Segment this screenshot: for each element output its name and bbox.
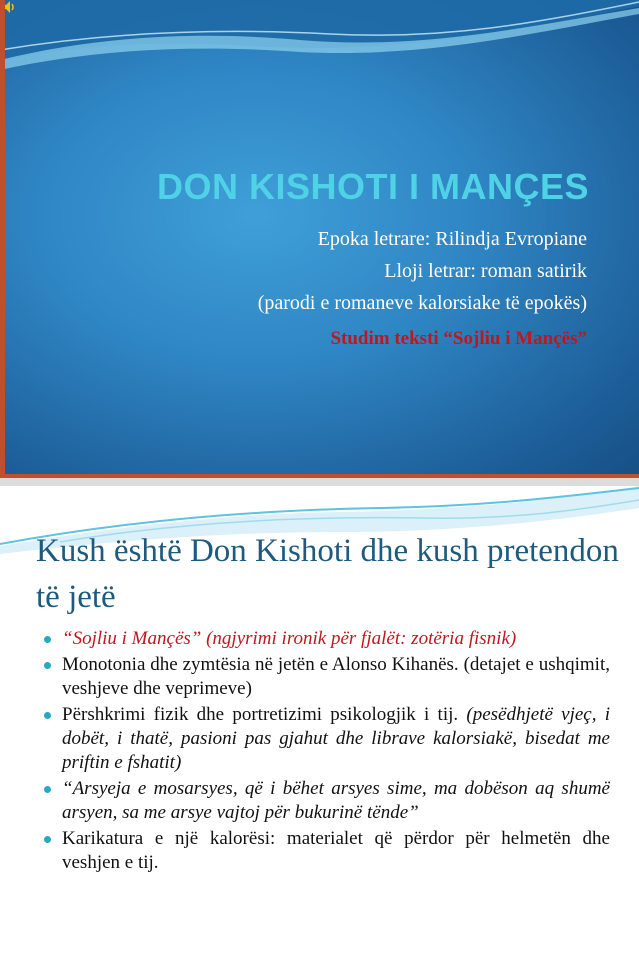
bullet-list [44, 627, 610, 877]
slide-1 [0, 0, 639, 478]
bullet-icon [44, 712, 51, 719]
slide-frame-left [0, 0, 5, 478]
slide-2 [0, 486, 639, 960]
text-study-label: Studim teksti “Sojliu i Mançës” [330, 328, 587, 349]
list-item: “Sojliu i Mançës” (ngjyrimi ironik për fjalët: zotëria fisnik) [44, 627, 610, 651]
genre-note: (parodi e romaneve kalorsiake të epokës) [257, 292, 587, 314]
list-item: Karikatura e një kalorësi: materialet që përdor për helmetën dhe veshjen e tij. [44, 827, 610, 875]
slide-separator [0, 478, 639, 486]
bullet-icon [44, 636, 51, 643]
list-item: Monotonia dhe zymtësia në jetën e Alonso Kihanës. (detajet e ushqimit, veshjeve dhe veprimeve) [44, 653, 610, 701]
slide-2-title: Kush është Don Kishoti dhe kush pretendon të jetë [36, 533, 619, 615]
slide-1-title: DON KISHOTI I MANÇES [156, 166, 589, 207]
decorative-swoosh-top [0, 0, 639, 70]
list-item: “Arsyeja e mosarsyes, që i bëhet arsyes sime, ma dobëson aq shumë arsyen, sa me arsye vajtoj për bukurinë tënde” [44, 777, 610, 825]
list-item: Përshkrimi fizik dhe portretizimi psikologjik i tij. (pesëdhjetë vjeç, i dobët, i thatë, pasioni pas gjahut dhe librave kalorsiakë, bisedat me priftin e fshatit) [44, 703, 610, 775]
literary-genre: Lloji letrar: roman satirik [384, 260, 587, 282]
bullet-icon [44, 662, 51, 669]
literary-epoch: Epoka letrare: Rilindja Evropiane [317, 228, 587, 250]
bullet-icon [44, 836, 51, 843]
bullet-icon [44, 786, 51, 793]
